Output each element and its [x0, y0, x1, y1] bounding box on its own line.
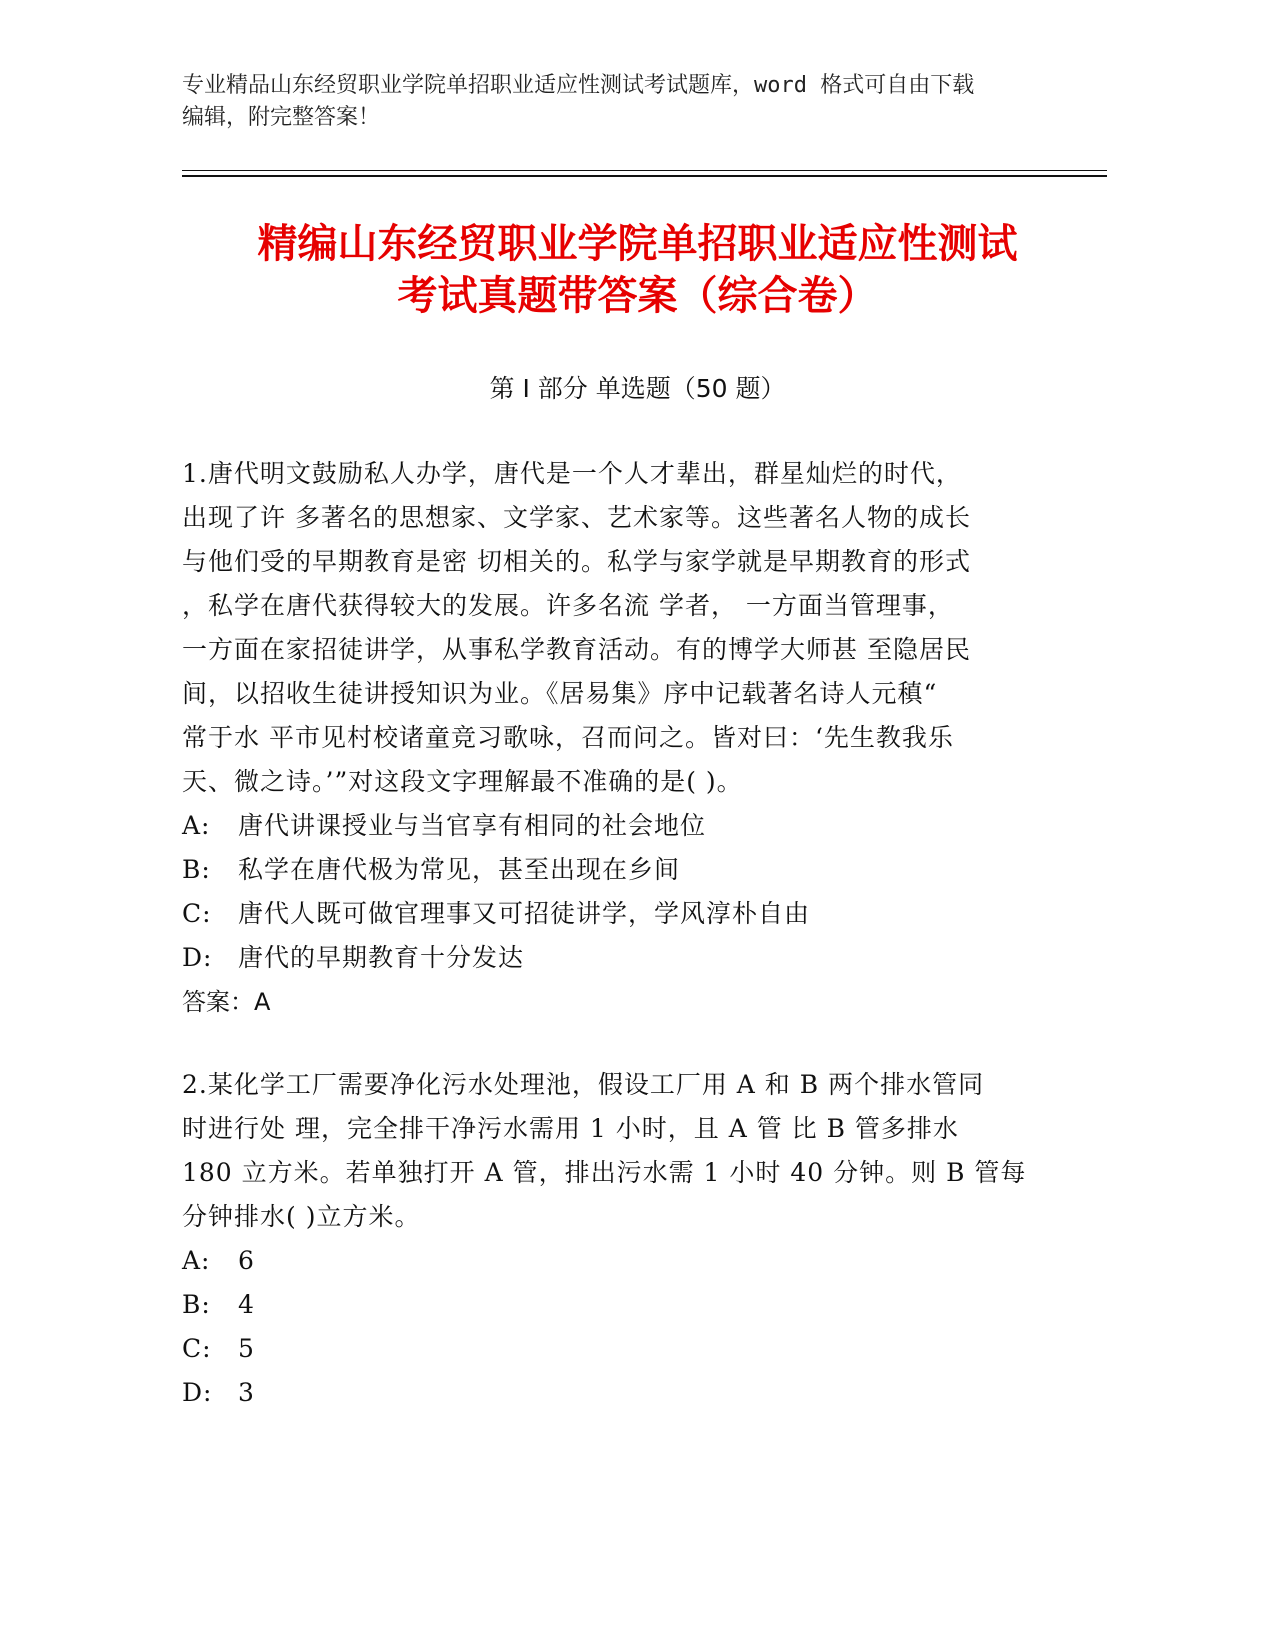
title-line-2: 考试真题带答案（综合卷）	[397, 273, 878, 319]
stem-line: 1.唐代明文鼓励私人办学，唐代是一个人才辈出，群星灿烂的时代，	[182, 459, 962, 488]
stem-line: 2.某化学工厂需要净化污水处理池，假设工厂用 A 和 B 两个排水管同	[182, 1070, 985, 1099]
option-letter: D:	[182, 943, 213, 972]
option-letter: C:	[182, 899, 212, 928]
title-line-1: 精编山东经贸职业学院单招职业适应性测试	[257, 221, 1018, 267]
option-text: 4	[238, 1290, 255, 1319]
header-line-2: 编辑，附完整答案！	[182, 105, 381, 130]
option-letter: B:	[182, 855, 211, 884]
option-letter: A:	[182, 1246, 211, 1275]
stem-line: 分钟排水( )立方米。	[182, 1202, 421, 1231]
option-text: 3	[238, 1378, 255, 1407]
header-rule-thin	[182, 170, 1107, 171]
stem-line: 与他们受的早期教育是密 切相关的。私学与家学就是早期教育的形式	[182, 547, 971, 576]
question-1-option-c	[182, 892, 1062, 936]
option-letter: D:	[182, 1378, 213, 1407]
question-1-stem	[182, 452, 1062, 804]
stem-line: ，私学在唐代获得较大的发展。许多名流 学者， 一方面当管理事，	[182, 591, 954, 620]
question-1	[182, 452, 1062, 1024]
header-note	[182, 70, 1062, 134]
question-2-stem	[182, 1063, 1062, 1239]
header-line-1: 专业精品山东经贸职业学院单招职业适应性测试考试题库，word 格式可自由下载	[182, 73, 975, 98]
stem-line: 天、微之诗。’”对这段文字理解最不准确的是( )。	[182, 767, 743, 796]
question-2-option-c	[182, 1327, 1062, 1371]
option-text: 6	[238, 1246, 255, 1275]
stem-line: 出现了许 多著名的思想家、文学家、艺术家等。这些著名人物的成长	[182, 503, 971, 532]
option-letter: A:	[182, 811, 211, 840]
question-1-answer: 答案：A	[182, 988, 271, 1016]
section-heading: 第 I 部分 单选题（50 题）	[489, 374, 786, 403]
page-title	[120, 218, 1155, 322]
option-letter: B:	[182, 1290, 211, 1319]
question-1-option-b	[182, 848, 1062, 892]
stem-line: 时进行处 理，完全排干净污水需用 1 小时，且 A 管 比 B 管多排水	[182, 1114, 959, 1143]
option-text: 唐代的早期教育十分发达	[238, 943, 525, 972]
option-text: 5	[238, 1334, 255, 1363]
question-2-option-a	[182, 1239, 1062, 1283]
stem-line: 常于水 平市见村校诸童竞习歌咏，召而问之。皆对曰：‘先生教我乐	[182, 723, 954, 752]
option-text: 唐代人既可做官理事又可招徒讲学，学风淳朴自由	[238, 899, 811, 928]
option-letter: C:	[182, 1334, 212, 1363]
stem-line: 一方面在家招徒讲学，从事私学教育活动。有的博学大师甚 至隐居民	[182, 635, 971, 664]
option-text: 唐代讲课授业与当官享有相同的社会地位	[238, 811, 707, 840]
stem-line: 180 立方米。若单独打开 A 管，排出污水需 1 小时 40 分钟。则 B 管每	[182, 1158, 1027, 1187]
option-text: 私学在唐代极为常见，甚至出现在乡间	[238, 855, 681, 884]
question-1-option-d	[182, 936, 1062, 980]
question-2	[182, 1063, 1062, 1415]
question-1-option-a	[182, 804, 1062, 848]
question-2-option-b	[182, 1283, 1062, 1327]
question-2-option-d	[182, 1371, 1062, 1415]
stem-line: 间，以招收生徒讲授知识为业。《居易集》序中记载著名诗人元稹“	[182, 679, 938, 708]
header-rule-thick	[182, 175, 1107, 177]
